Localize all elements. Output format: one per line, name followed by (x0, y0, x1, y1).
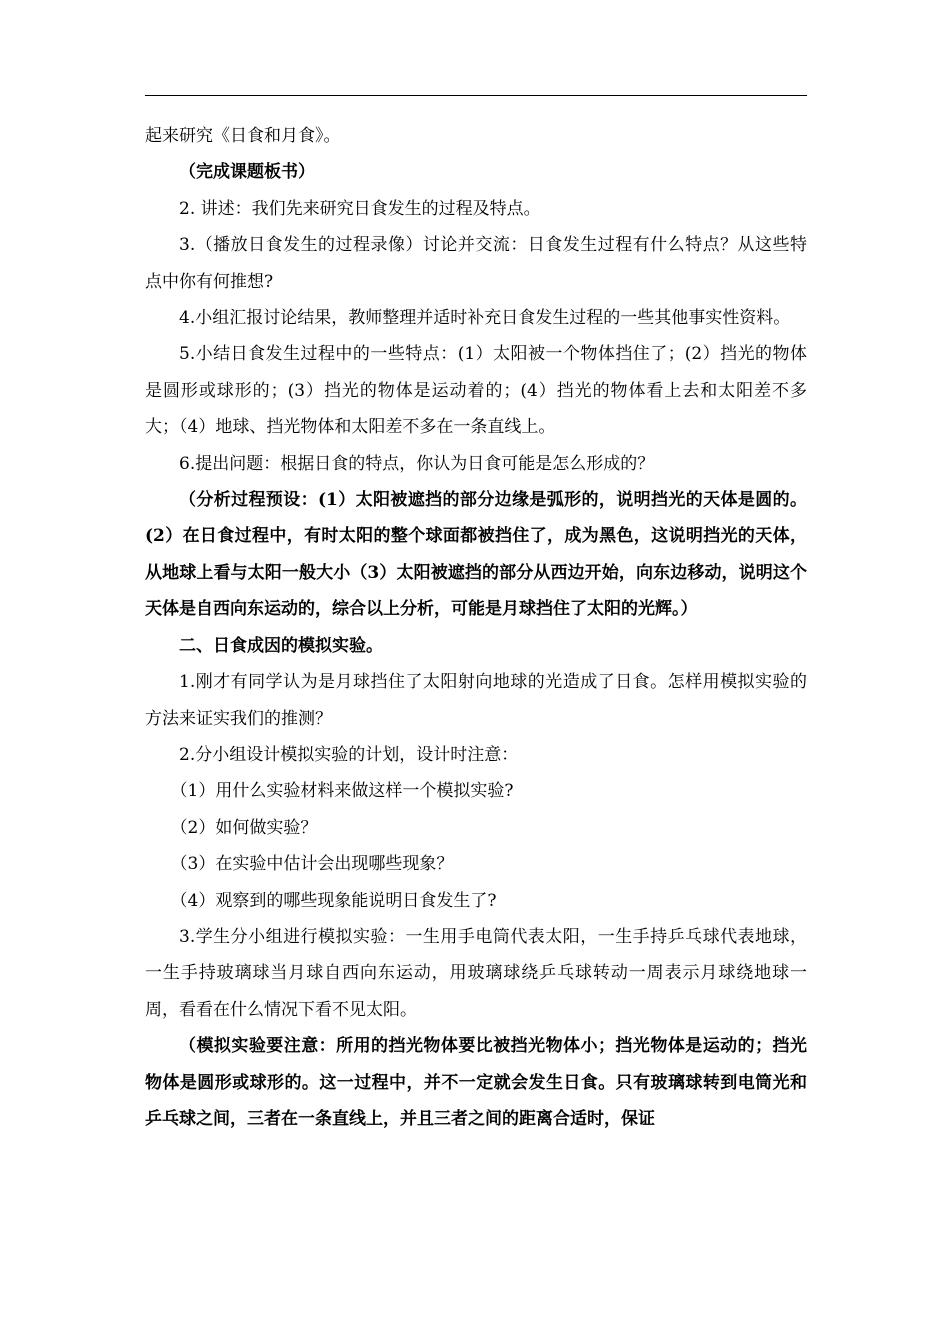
paragraph: 1.刚才有同学认为是月球挡住了太阳射向地球的光造成了日食。怎样用模拟实验的方法来证实我们的推测？ (145, 672, 807, 729)
paragraph: 2.分小组设计模拟实验的计划，设计时注意： (179, 744, 519, 765)
paragraph: 4.小组汇报讨论结果，教师整理并适时补充日食发生过程的一些其他事实性资料。 (179, 308, 791, 329)
paragraph: 起来研究《日食和月食》。 (145, 126, 341, 146)
list-item: （2）如何做实验？ (170, 817, 318, 838)
paragraph: （完成课题板书） (179, 162, 315, 183)
paragraph: （分析过程预设：(1）太阳被遮挡的部分边缘是弧形的，说明挡光的天体是圆的。(2）在日食过程中，有时太阳的整个球面都被挡住了，成为黑色，这说明挡光的天体，从地球上看与太阳一般大小（3）太阳被遮挡的部分从西边开始，向东边移动，说明这个天体是自西向东运动的，综合以上分析，可能是月球挡住了太阳的光辉。） (145, 490, 807, 620)
list-item: （3）在实验中估计会出现哪些现象？ (170, 854, 454, 875)
header-rule (145, 95, 807, 96)
paragraph: 3.（播放日食发生的过程录像）讨论并交流：日食发生过程有什么特点？从这些特点中你有何推想? (145, 235, 807, 292)
paragraph: 2. 讲述：我们先来研究日食发生的过程及特点。 (179, 198, 541, 219)
section-heading: 二、日食成因的模拟实验。 (179, 635, 383, 656)
paragraph: 3.学生分小组进行模拟实验：一生用手电筒代表太阳，一生手持乒乓球代表地球，一生手持玻璃球当月球自西向东运动，用玻璃球绕乒乓球转动一周表示月球绕地球一周，看看在什么情况下看不见太阳。 (145, 926, 807, 1020)
list-item: （1）用什么实验材料来做这样一个模拟实验? (170, 781, 514, 802)
paragraph: 5.小结日食发生过程中的一些特点：(1）太阳被一个物体挡住了；(2）挡光的物体是圆形或球形的；(3）挡光的物体是运动着的；(4）挡光的物体看上去和太阳差不多大；（4）地球、挡光物体和太阳差不多在一条直线上。 (145, 344, 807, 438)
document-body (145, 118, 807, 1137)
paragraph: 6.提出问题：根据日食的特点，你认为日食可能是怎么形成的？ (179, 453, 655, 474)
paragraph: （模拟实验要注意：所用的挡光物体要比被挡光物体小；挡光物体是运动的；挡光物体是圆形或球形的。这一过程中，并不一定就会发生日食。只有玻璃球转到电筒光和乒乓球之间，三者在一条直线上，并且三者之间的距离合适时，保证 (145, 1036, 807, 1129)
list-item: （4）观察到的哪些现象能说明日食发生了? (170, 890, 497, 911)
